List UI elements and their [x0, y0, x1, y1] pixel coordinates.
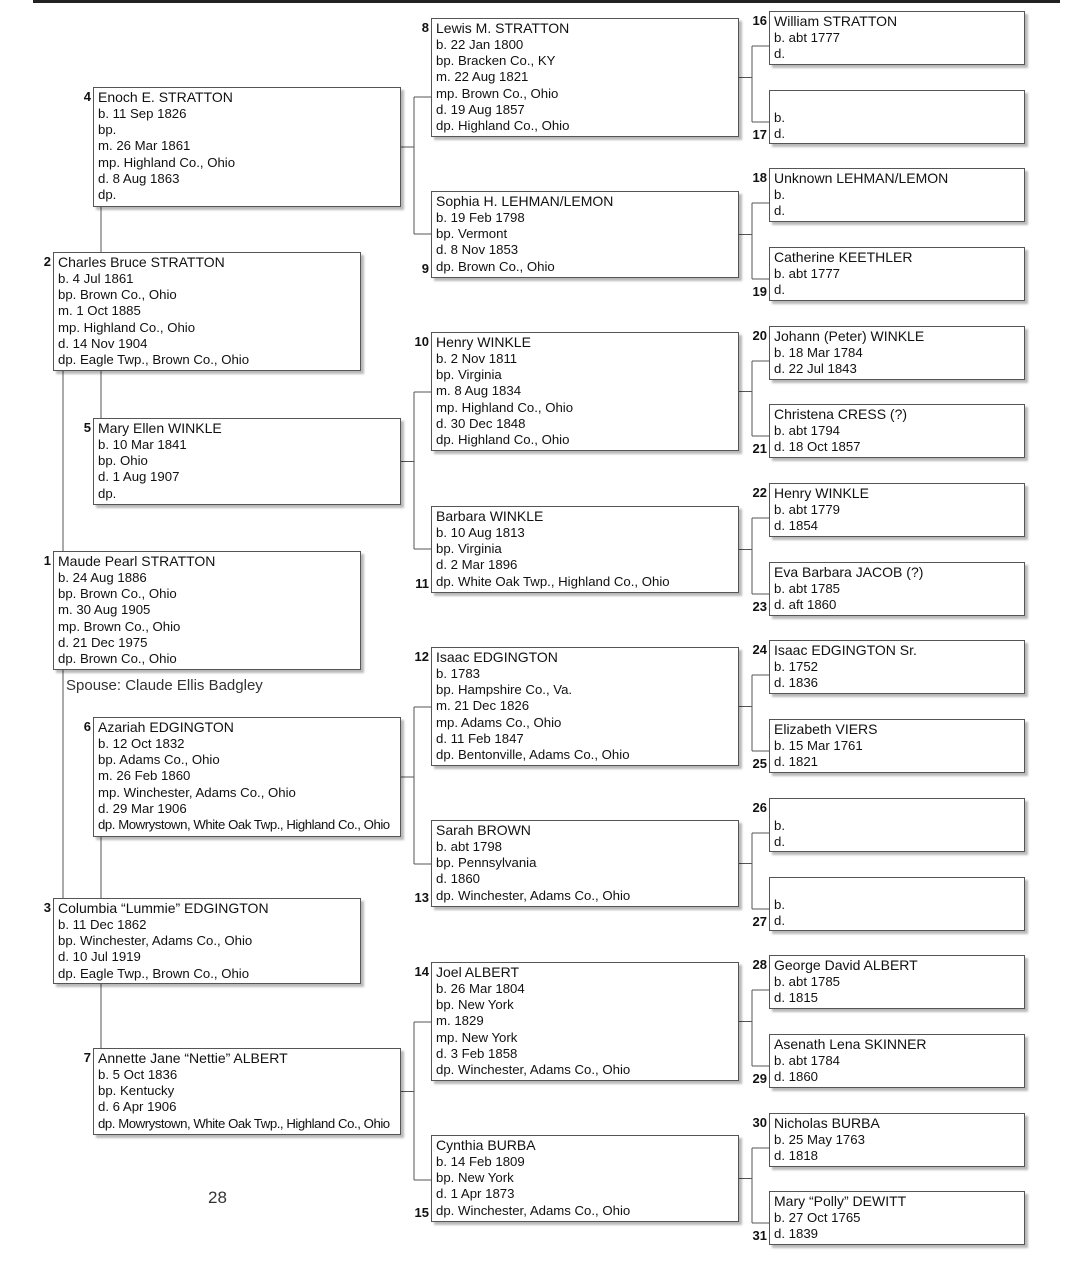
person-detail: m. 30 Aug 1905 [58, 602, 151, 618]
person-name: Barbara WINKLE [436, 508, 544, 524]
person-number: 6 [83, 719, 91, 734]
person-detail: b. 1752 [774, 659, 818, 674]
person-detail: bp. Ohio [98, 453, 148, 469]
person-number: 30 [752, 1115, 767, 1130]
person-detail: b. abt 1777 [774, 30, 840, 45]
person-box-6 [93, 717, 401, 837]
person-number: 14 [414, 964, 429, 979]
person-box-4 [93, 87, 401, 207]
person-detail: b. 10 Mar 1841 [98, 437, 187, 452]
person-number: 4 [83, 89, 91, 104]
person-detail: dp. [98, 485, 117, 501]
person-box-25 [769, 719, 1025, 773]
person-detail: dp. Brown Co., Ohio [58, 650, 177, 666]
person-detail: b. abt 1779 [774, 502, 840, 517]
person-detail: b. 11 Sep 1826 [98, 106, 187, 121]
person-number: 27 [752, 914, 767, 929]
person-detail: b. abt 1794 [774, 423, 840, 438]
person-detail: d. 19 Aug 1857 [436, 101, 525, 117]
person-detail: d. 8 Nov 1853 [436, 242, 519, 258]
person-box-26 [769, 798, 1025, 852]
person-box-23 [769, 562, 1025, 616]
person-number: 31 [752, 1228, 767, 1243]
person-detail: d. 1818 [774, 1148, 818, 1164]
person-number: 22 [752, 485, 767, 500]
person-name [774, 800, 1024, 818]
person-detail: mp. New York [436, 1029, 518, 1045]
person-detail: dp. White Oak Twp., Highland Co., Ohio [436, 573, 670, 589]
person-box-29 [769, 1034, 1025, 1088]
person-detail: b. 18 Mar 1784 [774, 345, 863, 360]
person-detail: dp. Mowrystown, White Oak Twp., Highland Co., Ohio [98, 816, 390, 832]
person-number: 7 [83, 1050, 91, 1065]
person-detail: m. 1829 [436, 1013, 484, 1029]
person-detail: b. abt 1785 [774, 974, 840, 989]
person-detail: d. 8 Aug 1863 [98, 170, 180, 186]
person-name: Sophia H. LEHMAN/LEMON [436, 193, 614, 209]
spouse-label: Spouse: Claude Ellis Badgley [66, 677, 263, 694]
person-name: Lewis M. STRATTON [436, 20, 570, 36]
person-detail: dp. Mowrystown, White Oak Twp., Highland Co., Ohio [98, 1115, 390, 1131]
person-detail: mp. Highland Co., Ohio [58, 319, 196, 335]
person-detail: m. 8 Aug 1834 [436, 383, 522, 399]
person-detail: d. [774, 203, 785, 219]
person-detail: d. 1821 [774, 754, 818, 770]
person-name: Isaac EDGINGTON [436, 649, 558, 665]
person-detail: dp. Bentonville, Adams Co., Ohio [436, 746, 630, 762]
person-detail: dp. Brown Co., Ohio [436, 258, 555, 274]
person-detail: dp. Winchester, Adams Co., Ohio [436, 1061, 631, 1077]
person-detail: b. abt 1777 [774, 266, 840, 281]
person-number: 3 [43, 900, 51, 915]
person-name [774, 879, 1024, 897]
person-number: 15 [414, 1205, 429, 1220]
person-number: 20 [752, 328, 767, 343]
person-detail: d. 22 Jul 1843 [774, 361, 857, 377]
person-detail: d. 3 Feb 1858 [436, 1045, 518, 1061]
person-name: Elizabeth VIERS [774, 721, 878, 737]
person-detail: dp. [98, 186, 117, 202]
person-detail: b. 12 Oct 1832 [98, 736, 185, 751]
person-detail: bp. Kentucky [98, 1083, 175, 1099]
person-box-22 [769, 483, 1025, 537]
person-detail: d. 1815 [774, 990, 818, 1006]
person-detail: m. 21 Dec 1826 [436, 698, 530, 714]
person-detail: bp. Vermont [436, 226, 508, 242]
person-name: Joel ALBERT [436, 964, 520, 980]
person-name: Unknown LEHMAN/LEMON [774, 170, 949, 186]
person-number: 10 [414, 334, 429, 349]
person-name: Cynthia BURBA [436, 1137, 536, 1153]
person-detail: b. [774, 817, 785, 833]
person-box-2 [53, 252, 361, 371]
person-box-21 [769, 404, 1025, 458]
person-number: 13 [414, 890, 429, 905]
person-detail: m. 26 Feb 1860 [98, 768, 191, 784]
person-detail: d. 1839 [774, 1226, 818, 1242]
person-box-18 [769, 168, 1025, 222]
person-detail: b. 22 Jan 1800 [436, 37, 524, 52]
person-box-30 [769, 1113, 1025, 1167]
person-detail: d. 30 Dec 1848 [436, 415, 526, 431]
person-detail: bp. Virginia [436, 541, 502, 557]
person-detail: b. [774, 896, 785, 912]
person-box-24 [769, 640, 1025, 694]
person-box-1 [53, 551, 361, 670]
person-name: Christena CRESS (?) [774, 406, 908, 422]
person-detail: bp. Winchester, Adams Co., Ohio [58, 933, 253, 949]
person-detail: d. 10 Jul 1919 [58, 949, 141, 965]
person-detail: b. 19 Feb 1798 [436, 210, 525, 225]
person-detail: bp. Adams Co., Ohio [98, 752, 220, 768]
person-name: Isaac EDGINGTON Sr. [774, 642, 917, 658]
person-detail: dp. Highland Co., Ohio [436, 117, 570, 133]
person-detail: dp. Eagle Twp., Brown Co., Ohio [58, 351, 250, 367]
person-name: Maude Pearl STRATTON [58, 553, 216, 569]
person-detail: bp. New York [436, 997, 514, 1013]
person-name: George David ALBERT [774, 957, 918, 973]
person-name: Eva Barbara JACOB (?) [774, 564, 924, 580]
person-detail: b. 26 Mar 1804 [436, 981, 525, 996]
person-detail: d. [774, 833, 785, 849]
person-detail: b. abt 1784 [774, 1053, 840, 1068]
person-number: 21 [752, 441, 767, 456]
person-number: 12 [414, 649, 429, 664]
person-detail: d. [774, 912, 785, 928]
person-detail: dp. Eagle Twp., Brown Co., Ohio [58, 965, 250, 981]
person-detail: d. 21 Dec 1975 [58, 634, 148, 650]
person-name: Enoch E. STRATTON [98, 89, 233, 105]
person-detail: d. 1860 [774, 1069, 818, 1085]
person-detail: b. 27 Oct 1765 [774, 1210, 861, 1225]
person-name: Johann (Peter) WINKLE [774, 328, 925, 344]
person-name: Asenath Lena SKINNER [774, 1036, 927, 1052]
person-box-31 [769, 1191, 1025, 1245]
person-box-28 [769, 955, 1025, 1009]
person-detail: d. aft 1860 [774, 597, 837, 613]
person-detail: d. 14 Nov 1904 [58, 335, 148, 351]
person-number: 18 [752, 170, 767, 185]
person-number: 24 [752, 642, 767, 657]
person-detail: b. [774, 187, 785, 202]
page-number: 28 [208, 1188, 227, 1207]
person-detail: mp. Winchester, Adams Co., Ohio [98, 784, 296, 800]
person-detail: m. 22 Aug 1821 [436, 69, 529, 85]
person-detail: d. 29 Mar 1906 [98, 800, 187, 816]
person-box-16 [769, 11, 1025, 65]
person-detail: bp. [98, 122, 117, 138]
person-name: Nicholas BURBA [774, 1115, 880, 1131]
person-box-8 [431, 18, 739, 137]
person-number: 11 [415, 576, 429, 591]
person-detail: d. [774, 125, 785, 141]
person-number: 2 [43, 254, 51, 269]
person-detail: b. 4 Jul 1861 [58, 271, 134, 286]
person-number: 28 [752, 957, 767, 972]
person-name: William STRATTON [774, 13, 898, 29]
person-detail: m. 26 Mar 1861 [98, 138, 191, 154]
person-number: 23 [752, 599, 767, 614]
person-number: 25 [752, 756, 767, 771]
person-box-15 [431, 1135, 739, 1222]
person-detail: d. 18 Oct 1857 [774, 439, 861, 455]
person-number: 5 [83, 420, 91, 435]
person-detail: b. 2 Nov 1811 [436, 351, 518, 366]
person-detail: d. 1854 [774, 518, 818, 534]
person-box-14 [431, 962, 739, 1081]
person-number: 26 [752, 800, 767, 815]
person-detail: bp. Virginia [436, 367, 502, 383]
person-detail: b. 25 May 1763 [774, 1132, 865, 1147]
person-name: Azariah EDGINGTON [98, 719, 234, 735]
person-detail: d. 1 Apr 1873 [436, 1186, 515, 1202]
person-detail: mp. Highland Co., Ohio [436, 399, 574, 415]
person-detail: b. 11 Dec 1862 [58, 917, 147, 932]
person-detail: d. 1860 [436, 871, 480, 887]
person-detail: b. 1783 [436, 666, 480, 681]
person-box-17 [769, 90, 1025, 144]
person-detail: m. 1 Oct 1885 [58, 303, 141, 319]
person-box-7 [93, 1048, 401, 1135]
person-name: Henry WINKLE [436, 334, 531, 350]
person-box-12 [431, 647, 739, 766]
person-box-5 [93, 418, 401, 505]
person-detail: bp. New York [436, 1170, 514, 1186]
person-detail: dp. Highland Co., Ohio [436, 431, 570, 447]
person-detail: mp. Highland Co., Ohio [98, 154, 236, 170]
person-name: Columbia “Lummie” EDGINGTON [58, 900, 269, 916]
person-number: 29 [752, 1071, 767, 1086]
person-box-27 [769, 877, 1025, 931]
person-box-19 [769, 247, 1025, 301]
person-number: 8 [421, 20, 429, 35]
person-detail: b. abt 1798 [436, 839, 502, 854]
person-name: Henry WINKLE [774, 485, 869, 501]
person-detail: b. abt 1785 [774, 581, 840, 596]
person-detail: bp. Brown Co., Ohio [58, 287, 177, 303]
person-detail: d. 1 Aug 1907 [98, 469, 180, 485]
person-detail: dp. Winchester, Adams Co., Ohio [436, 887, 631, 903]
person-detail: dp. Winchester, Adams Co., Ohio [436, 1202, 631, 1218]
person-detail: b. 15 Mar 1761 [774, 738, 863, 753]
person-box-13 [431, 820, 739, 907]
person-detail: d. [774, 282, 785, 298]
person-name [774, 92, 1024, 110]
person-detail: d. 6 Apr 1906 [98, 1099, 177, 1115]
person-name: Catherine KEETHLER [774, 249, 913, 265]
person-detail: bp. Bracken Co., KY [436, 53, 556, 69]
person-detail: b. 14 Feb 1809 [436, 1154, 525, 1169]
person-detail: b. 5 Oct 1836 [98, 1067, 178, 1082]
person-detail: b. 24 Aug 1886 [58, 570, 147, 585]
person-detail: bp. Brown Co., Ohio [58, 586, 177, 602]
person-detail: d. 11 Feb 1847 [436, 730, 524, 746]
person-detail: b. [774, 109, 785, 125]
person-number: 9 [421, 261, 429, 276]
person-box-3 [53, 898, 361, 984]
person-detail: bp. Hampshire Co., Va. [436, 682, 573, 698]
person-box-11 [431, 506, 739, 593]
person-detail: bp. Pennsylvania [436, 855, 537, 871]
person-number: 17 [752, 127, 767, 142]
person-detail: d. [774, 46, 785, 62]
person-number: 16 [752, 13, 767, 28]
person-box-10 [431, 332, 739, 451]
person-name: Annette Jane “Nettie” ALBERT [98, 1050, 288, 1066]
person-box-9 [431, 191, 739, 278]
person-detail: d. 2 Mar 1896 [436, 557, 518, 573]
person-detail: d. 1836 [774, 675, 818, 691]
person-detail: mp. Brown Co., Ohio [436, 85, 559, 101]
person-name: Sarah BROWN [436, 822, 531, 838]
person-name: Mary “Polly” DEWITT [774, 1193, 907, 1209]
person-number: 1 [43, 553, 51, 568]
person-number: 19 [752, 284, 767, 299]
person-detail: mp. Brown Co., Ohio [58, 618, 181, 634]
person-box-20 [769, 326, 1025, 380]
person-detail: mp. Adams Co., Ohio [436, 714, 562, 730]
person-detail: b. 10 Aug 1813 [436, 525, 525, 540]
person-name: Charles Bruce STRATTON [58, 254, 225, 270]
person-name: Mary Ellen WINKLE [98, 420, 222, 436]
